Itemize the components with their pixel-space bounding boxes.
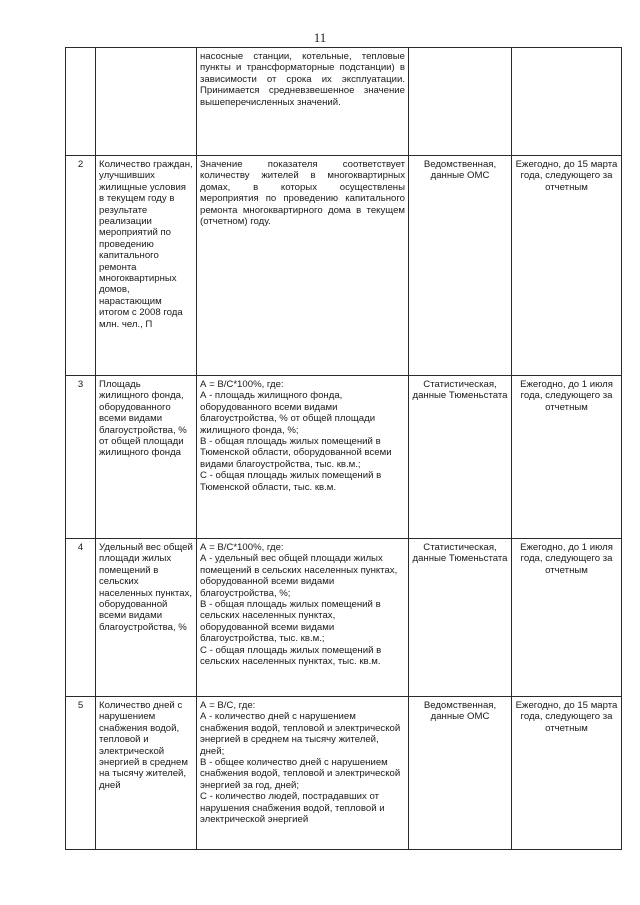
formula-line: А = В/С, где: (200, 700, 256, 711)
indicators-table (65, 47, 622, 850)
table-row (66, 156, 622, 376)
indicator-name-cell: Площадь жилищного фонда, оборудованного всеми видами благоустройства, % от общей площади жилищного фонда (96, 376, 197, 539)
indicator-name-cell (96, 48, 197, 156)
data-source-cell: Статистическая, данные Тюменьстата (409, 376, 512, 539)
row-number-cell: 5 (66, 697, 96, 850)
calculation-method-cell (197, 697, 409, 850)
calculation-method-cell: насосные станции, котельные, тепловые пункты и трансформаторные подстанции) в зависимости от срока их эксплуатации. Принимается средневзвешенное значение вышеперечисленных значений. (197, 48, 409, 156)
calculation-method-cell: Значение показателя соответствует количеству жителей в многоквартирных домах, в которых осуществлены мероприятия по проведению капитального ремонта многоквартирного дома в текущем (отчетном) году. (197, 156, 409, 376)
definition-line: С - общая площадь жилых помещений в сельских населенных пунктах, тыс. кв.м. (200, 644, 382, 668)
definition-line: А - площадь жилищного фонда, оборудованного всеми видами благоустройства, % от общей площади жилищного фонда, %; (200, 390, 376, 436)
row-number-cell: 4 (66, 539, 96, 697)
definition-line: В - общее количество дней с нарушением снабжения водой, тепловой и электрической энергией за год, дней; (200, 757, 401, 791)
data-source-cell: Ведомственная, данные ОМС (409, 156, 512, 376)
page-number: 11 (313, 30, 327, 45)
indicator-name-cell: Количество граждан, улучшивших жилищные условия в текущем году в результате реализации мероприятий по проведению капитального ремонта многоквартирных домов, нарастающим итогом с 2008 года млн. чел., П (96, 156, 197, 376)
data-source-cell: Ведомственная, данные ОМС (409, 697, 512, 850)
definition-line: В - общая площадь жилых помещений в Тюменской области, оборудованной всеми видами благоустройства, тыс. кв.м.; (200, 436, 392, 470)
row-number-cell: 3 (66, 376, 96, 539)
formula-line: А = В/С*100%, где: (200, 542, 284, 553)
definition-line: С - количество людей, пострадавших от нарушения снабжения водой, тепловой и электрической энергией (200, 791, 385, 826)
calculation-method-cell (197, 539, 409, 697)
formula-line: А = В/С*100%, где: (200, 379, 284, 390)
row-number-cell (66, 48, 96, 156)
table-row (66, 376, 622, 539)
data-source-cell (409, 48, 512, 156)
reporting-period-cell: Ежегодно, до 15 марта года, следующего за отчетным (512, 697, 622, 850)
reporting-period-cell: Ежегодно, до 1 июля года, следующего за отчетным (512, 376, 622, 539)
indicator-name-cell: Количество дней с нарушением снабжения водой, тепловой и электрической энергией в среднем на тысячу жителей, дней (96, 697, 197, 850)
table-row (66, 539, 622, 697)
definition-line: В - общая площадь жилых помещений в сельских населенных пунктах, оборудованной всеми видами благоустройства, тыс. кв.м.; (200, 599, 381, 645)
reporting-period-cell: Ежегодно, до 15 марта года, следующего за отчетным (512, 156, 622, 376)
reporting-period-cell (512, 48, 622, 156)
calculation-method-cell (197, 376, 409, 539)
definition-line: С - общая площадь жилых помещений в Тюменской области, тыс. кв.м. (200, 470, 382, 493)
table-row (66, 48, 622, 156)
table-row (66, 697, 622, 850)
reporting-period-cell: Ежегодно, до 1 июля года, следующего за отчетным (512, 539, 622, 697)
indicator-name-cell: Удельный вес общей площади жилых помещений в сельских населенных пунктах, оборудованной всеми видами благоустройства, % (96, 539, 197, 697)
definition-line: А - количество дней с нарушением снабжения водой, тепловой и электрической энергией в среднем на тысячу жителей, дней; (200, 711, 401, 757)
data-source-cell: Статистическая, данные Тюменьстата (409, 539, 512, 697)
definition-line: А - удельный вес общей площади жилых помещений в сельских населенных пунктах, оборудованной всеми видами благоустройства, %; (200, 553, 398, 599)
row-number-cell: 2 (66, 156, 96, 376)
